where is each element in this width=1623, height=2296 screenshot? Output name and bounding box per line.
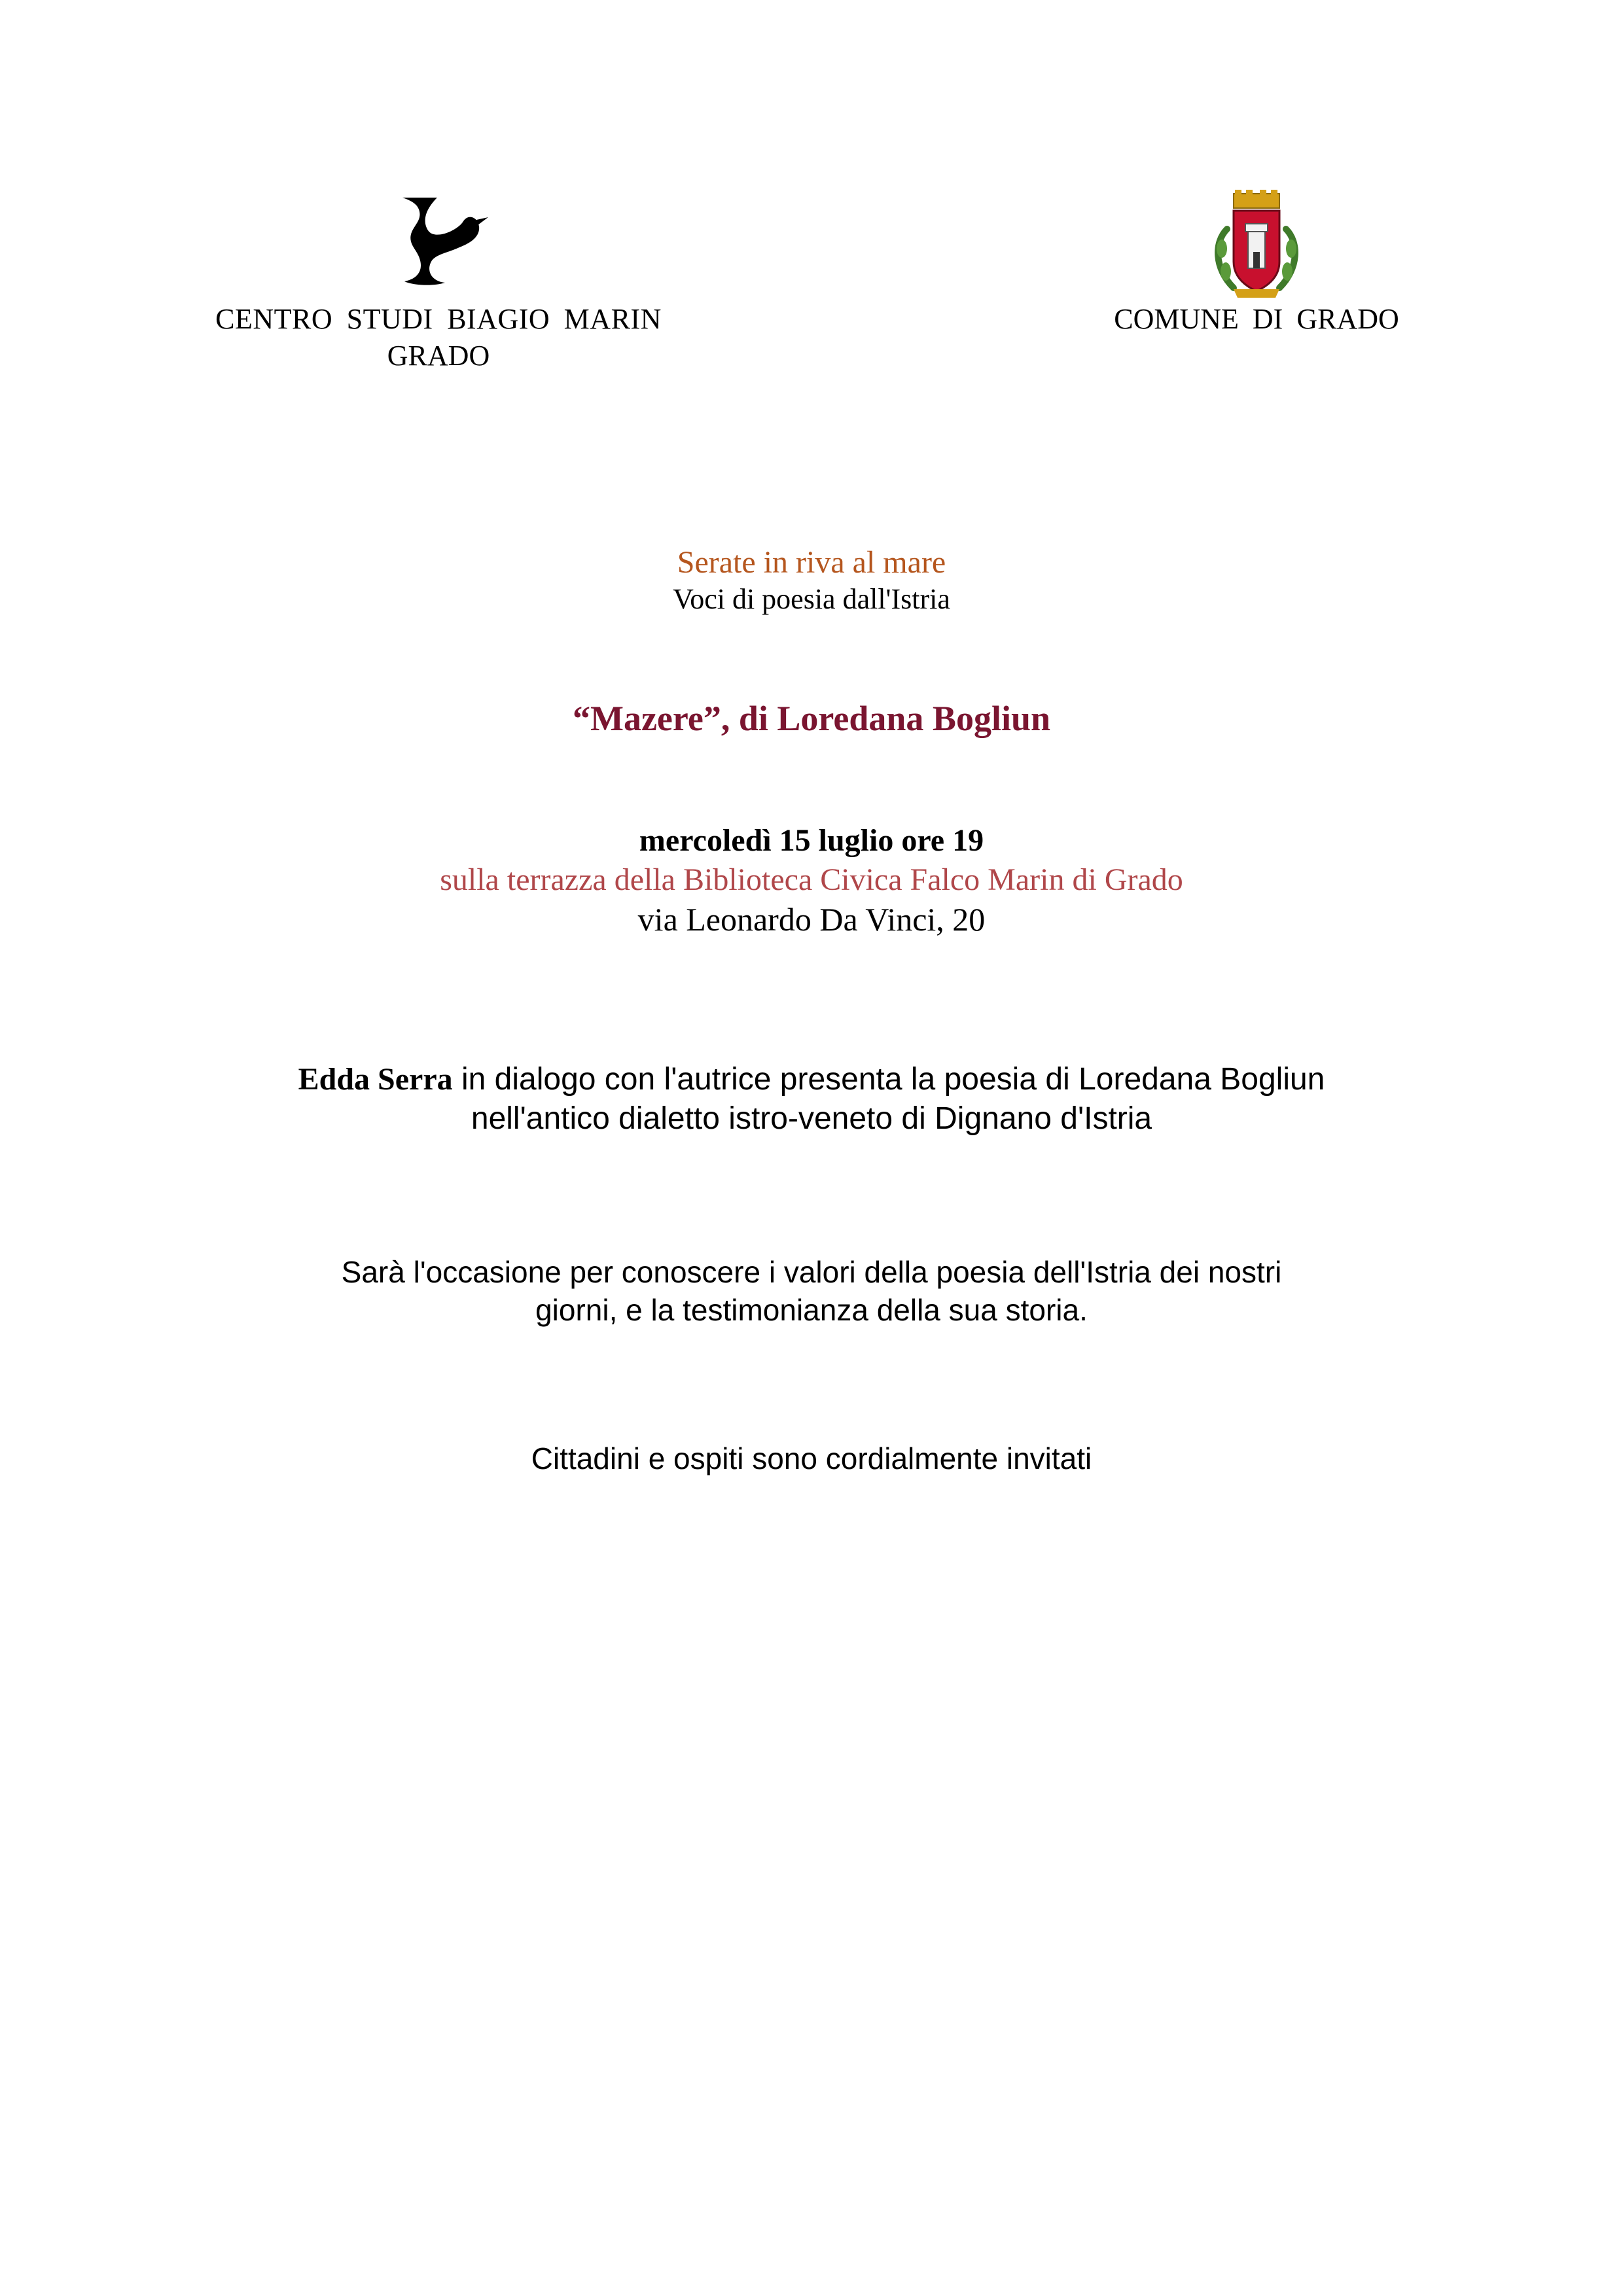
stylized-swallow-logo-icon [386,190,491,294]
series-subtitle: Voci di poesia dall'Istria [673,583,950,615]
speaker-name: Edda Serra [298,1062,453,1097]
event-address: via Leonardo Da Vinci, 20 [637,901,986,938]
intro-paragraph-line-1 [0,1060,1623,1099]
series-title: Serate in riva al mare [677,545,946,580]
invitation-text: Cittadini e ospiti sono cordialmente invitati [531,1441,1092,1475]
occasion-paragraph-line-2: giorni, e la testimonianza della sua storia. [535,1293,1088,1327]
event-venue: sulla terrazza della Biblioteca Civica Falco Marin di Grado [440,862,1183,897]
municipal-coat-of-arms-icon [1207,190,1306,301]
right-organization-header [1086,190,1427,338]
left-organization-city: GRADO [387,340,490,372]
intro-paragraph-line-2: nell'antico dialetto istro-veneto di Dignano d'Istria [471,1101,1152,1136]
occasion-paragraph-line-1: Sarà l'occasione per conoscere i valori della poesia dell'Istria dei nostri [341,1255,1282,1289]
event-date-time: mercoledì 15 luglio ore 19 [639,823,984,858]
left-organization-header [196,190,681,374]
left-organization-name: CENTRO STUDI BIAGIO MARIN [215,303,662,335]
right-organization-name: COMUNE DI GRADO [1114,303,1399,335]
event-title: “Mazere”, di Loredana Bogliun [572,699,1051,738]
intro-line-1-text: in dialogo con l'autrice presenta la poesia di Loredana Bogliun [452,1062,1325,1097]
